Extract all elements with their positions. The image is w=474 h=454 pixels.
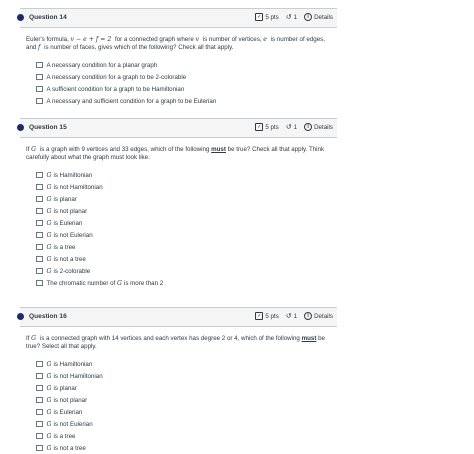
answer-option[interactable]: G is Eulerian: [36, 217, 337, 229]
answer-option[interactable]: G is not planar: [36, 205, 337, 217]
answer-option[interactable]: G is Hamiltonian: [36, 358, 337, 370]
question-title: Question 14: [29, 14, 67, 21]
answer-option[interactable]: G is not Hamiltonian: [36, 181, 337, 193]
answer-checkbox[interactable]: [36, 421, 43, 428]
answer-checkbox[interactable]: [36, 268, 43, 275]
answer-checkbox[interactable]: [36, 256, 43, 263]
details-link[interactable]: Details: [314, 312, 333, 320]
status-dot-icon: [17, 313, 24, 320]
answer-option[interactable]: A necessary condition for a planar graph: [36, 59, 337, 71]
answer-checkbox[interactable]: [36, 208, 43, 215]
answer-option[interactable]: G is not a tree: [36, 442, 337, 454]
answer-option[interactable]: G is a tree: [36, 241, 337, 253]
points-checkbox-icon: ✓: [257, 14, 262, 20]
answer-checkbox[interactable]: [36, 220, 43, 227]
answer-option[interactable]: G is Hamiltonian: [36, 169, 337, 181]
answer-checkbox[interactable]: [36, 86, 43, 93]
question-text: Euler's formula, v − e + f = 2 for a connected graph where v is number of vertices, e is number of edges, and f is number of faces, gives which of the following? Check all that apply.: [26, 36, 325, 51]
points-checkbox-icon: ✓: [257, 124, 262, 130]
answer-checkbox[interactable]: [36, 244, 43, 251]
answer-checkbox[interactable]: [36, 196, 43, 203]
flag-count: 1: [293, 312, 298, 320]
answer-checkbox[interactable]: [36, 385, 43, 392]
points-checkbox-icon: ✓: [257, 313, 262, 319]
answer-option[interactable]: A necessary condition for a graph to be 2-colorable: [36, 71, 337, 83]
answer-checkbox[interactable]: [36, 172, 43, 179]
answer-option[interactable]: A necessary and sufficient condition for a graph to be Eulerian: [36, 95, 337, 107]
info-icon[interactable]: i: [304, 13, 312, 21]
details-link[interactable]: Details: [314, 13, 333, 21]
answer-option[interactable]: A sufficient condition for a graph to be Hamiltonian: [36, 83, 337, 95]
answer-option[interactable]: The chromatic number of G is more than 2: [36, 277, 337, 289]
answer-checkbox[interactable]: [36, 74, 43, 81]
question-header: [20, 8, 337, 28]
status-dot-icon: [17, 14, 24, 21]
points-label: 5 pts: [265, 312, 279, 320]
redo-icon[interactable]: ↺: [285, 13, 292, 21]
points-label: 5 pts: [265, 13, 279, 21]
answer-option[interactable]: G is not a tree: [36, 253, 337, 265]
answer-list: [36, 358, 337, 454]
status-dot-icon: [17, 124, 24, 131]
answer-list: [36, 169, 337, 289]
info-icon[interactable]: i: [304, 123, 312, 131]
answer-checkbox[interactable]: [36, 62, 43, 69]
question-meta: [255, 13, 333, 21]
answer-checkbox[interactable]: [36, 98, 43, 105]
question-text: If G is a connected graph with 14 vertices and each vertex has degree 2 or 4, which of the following must be true? Select all that apply.: [26, 335, 325, 350]
answer-option[interactable]: G is 2-colorable: [36, 265, 337, 277]
answer-checkbox[interactable]: [36, 361, 43, 368]
question-meta: [255, 312, 333, 320]
question-16: [20, 307, 337, 454]
question-14: [20, 8, 337, 107]
answer-checkbox[interactable]: [36, 409, 43, 416]
question-meta: [255, 123, 333, 131]
points-label: 5 pts: [265, 123, 279, 131]
redo-icon[interactable]: ↺: [285, 312, 292, 320]
answer-option[interactable]: G is planar: [36, 382, 337, 394]
answer-checkbox[interactable]: [36, 232, 43, 239]
answer-option[interactable]: G is planar: [36, 193, 337, 205]
answer-checkbox[interactable]: [36, 433, 43, 440]
redo-icon[interactable]: ↺: [285, 123, 292, 131]
answer-checkbox[interactable]: [36, 445, 43, 452]
question-header: [20, 307, 337, 327]
question-header: [20, 118, 337, 138]
answer-checkbox[interactable]: [36, 373, 43, 380]
answer-checkbox[interactable]: [36, 397, 43, 404]
question-15: [20, 118, 337, 289]
answer-checkbox[interactable]: [36, 280, 43, 287]
answer-checkbox[interactable]: [36, 184, 43, 191]
answer-option[interactable]: G is not planar: [36, 394, 337, 406]
details-link[interactable]: Details: [314, 123, 333, 131]
answer-option[interactable]: G is a tree: [36, 430, 337, 442]
answer-option[interactable]: G is not Eulerian: [36, 229, 337, 241]
answer-option[interactable]: G is not Hamiltonian: [36, 370, 337, 382]
flag-count: 1: [293, 13, 298, 21]
question-title: Question 15: [29, 124, 67, 131]
answer-option[interactable]: G is not Eulerian: [36, 418, 337, 430]
info-icon[interactable]: i: [304, 312, 312, 320]
answer-option[interactable]: G is Eulerian: [36, 406, 337, 418]
question-text: If G is a graph with 9 vertices and 33 edges, which of the following must be true? Check all that apply. Think carefully about what the graph must look like.: [26, 146, 325, 161]
flag-count: 1: [293, 123, 298, 131]
answer-list: [36, 59, 337, 107]
question-title: Question 16: [29, 313, 67, 320]
